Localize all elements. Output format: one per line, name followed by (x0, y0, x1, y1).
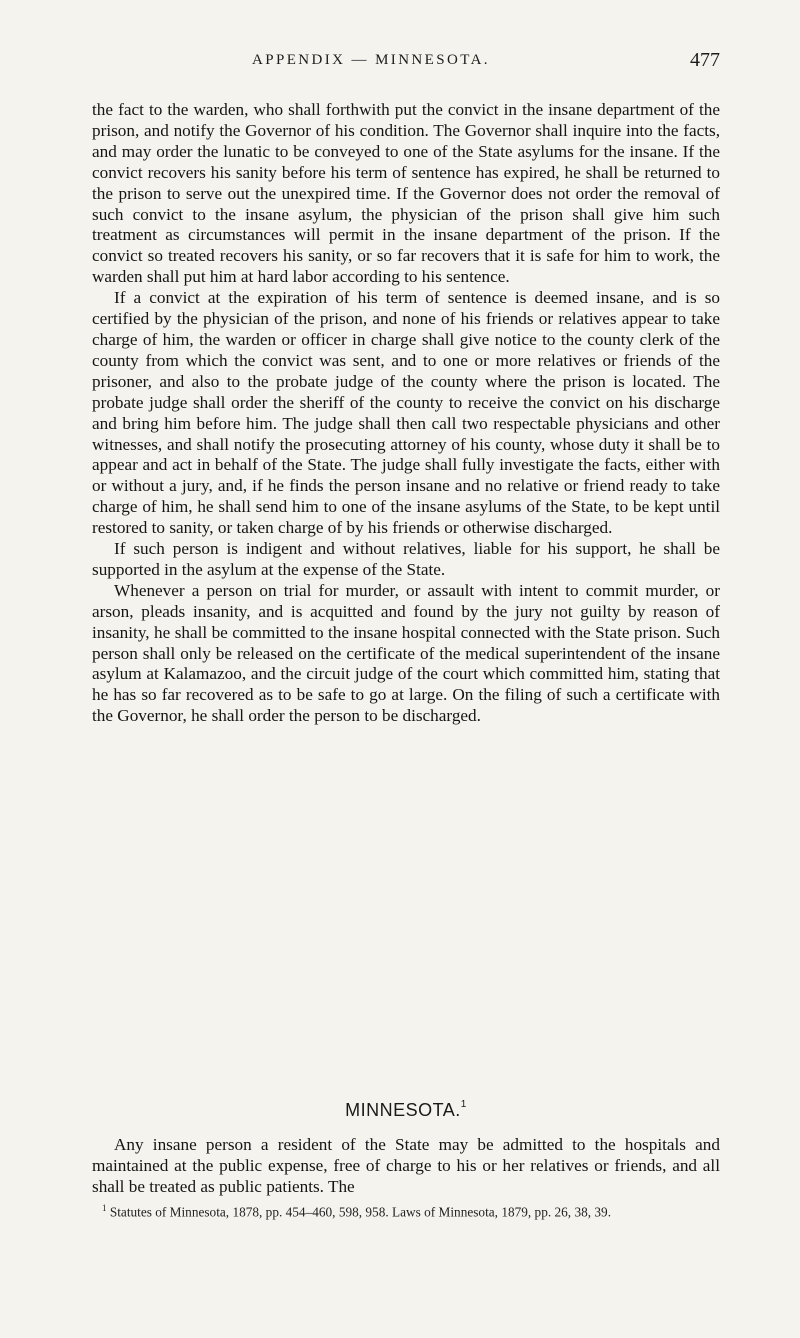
body-text (92, 100, 720, 727)
paragraph-indigent-support: If such person is indigent and without relatives, liable for his support, he shall be supported in the asylum at the expense of the State. (92, 539, 720, 579)
running-header (92, 49, 720, 76)
paragraph-expiration-of-term: If a convict at the expiration of his term of sentence is deemed insane, and is so certified by the physician of the prison, and none of his friends or relatives appear to take charge of him, the warden or officer in charge shall give notice to the county clerk of the county from which the convict was sent, and to one or more relatives or friends of the prisoner, and also to the probate judge of the county where the prison is located. The probate judge shall order the sheriff of the county to receive the convict on his discharge and bring him before him. The judge shall then call two respectable physicians and other witnesses, and shall notify the prosecuting attorney of his county, whose duty it shall be to appear and act in behalf of the State. The judge shall fully investigate the facts, either with or without a jury, and, if he finds the person insane and no relative or friend ready to take charge of him, he shall send him to one of the insane asylums of the State, to be kept until restored to sanity, or taken charge of by his friends or otherwise discharged. (92, 288, 720, 538)
paragraph-insanity-plea: Whenever a person on trial for murder, or assault with intent to commit murder, or arson, pleads insanity, and is acquitted and found by the jury not guilty by reason of insanity, he shall be committed to the insane hospital connected with the State prison. Such person shall only be released on the certificate of the medical superintendent of the insane asylum at Kalamazoo, and the circuit judge of the court which committed him, stating that he has so far recovered as to be safe to go at large. On the filing of such a certificate with the Governor, he shall order the person to be discharged. (92, 580, 720, 726)
running-title: APPENDIX — MINNESOTA. (252, 52, 490, 68)
footnote-text: Statutes of Minnesota, 1878, pp. 454–460, 598, 958. Laws of Minnesota, 1879, pp. 26, 38, 39. (109, 1204, 612, 1220)
section-heading (92, 1100, 720, 1121)
footnote (92, 1200, 720, 1220)
section-heading-text: MINNESOTA. (345, 1100, 461, 1120)
section-paragraph: Any insane person a resident of the State may be admitted to the hospitals and maintained at the public expense, free of charge to his or her relatives or friends, and all shall be treated as public patients. The (92, 1135, 720, 1196)
page-number: 477 (690, 49, 720, 71)
paragraph-continuation: the fact to the warden, who shall forthwith put the convict in the insane department of the prison, and notify the Governor of his condition. The Governor shall inquire into the facts, and may order the lunatic to be conveyed to one of the State asylums for the insane. If the convict recovers his sanity before his term of sentence has expired, he shall be returned to the prison to serve out the unexpired time. If the Governor does not order the removal of such convict to the insane asylum, the physician of the prison shall give him such treatment as circumstances will permit in the insane department of the prison. If the convict so treated recovers his sanity, or so far recovers that it is safe for him to work, the warden shall put him at hard labor according to his sentence. (92, 100, 720, 287)
footnote-reference: 1 (460, 1099, 467, 1110)
footnote-marker: 1 (102, 1203, 107, 1213)
